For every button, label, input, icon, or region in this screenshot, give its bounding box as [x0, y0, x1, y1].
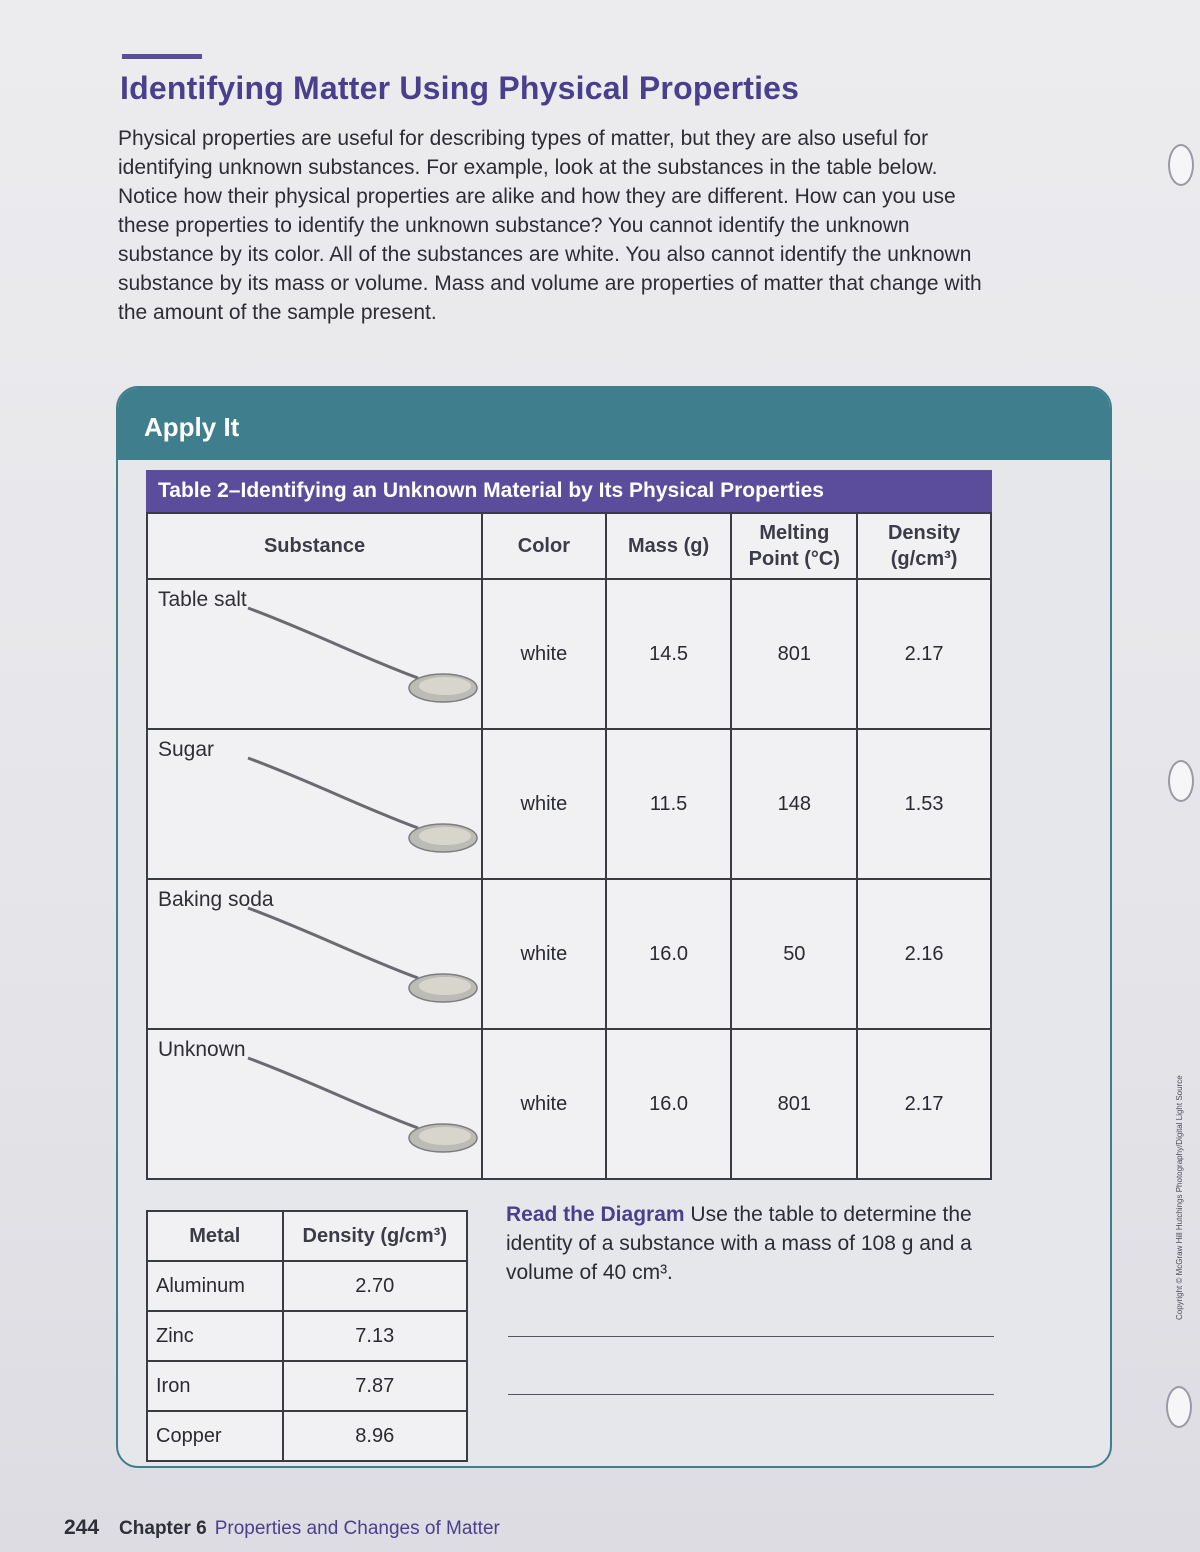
metal-density: 8.96 [283, 1411, 468, 1461]
header-melting-line1: Melting [759, 522, 830, 544]
spoon-icon [238, 1050, 483, 1170]
substance-cell [147, 1029, 482, 1179]
density-cell: 1.53 [857, 729, 991, 879]
metal-density: 7.13 [283, 1311, 468, 1361]
chapter-title: Properties and Changes of Matter [214, 1518, 500, 1539]
binder-hole [1168, 760, 1194, 802]
substance-name: Table salt [158, 588, 247, 611]
color-cell: white [482, 879, 606, 1029]
melting-point-cell: 148 [731, 729, 857, 879]
spoon-icon [238, 900, 483, 1020]
read-the-diagram-prompt [506, 1200, 996, 1287]
metal-name: Zinc [147, 1311, 283, 1361]
copyright-credit: Copyright © McGraw Hill Hutchings Photography/Digital Light Source [1175, 1075, 1184, 1320]
mass-cell: 11.5 [606, 729, 732, 879]
metal-density-table [146, 1210, 468, 1462]
melting-point-cell: 801 [731, 579, 857, 729]
header-metal-density: Density (g/cm³) [283, 1211, 468, 1261]
metal-name: Copper [147, 1411, 283, 1461]
spoon-icon [238, 600, 483, 720]
color-cell: white [482, 1029, 606, 1179]
spoon-icon [238, 750, 483, 870]
answer-line[interactable] [508, 1394, 994, 1395]
table-row [147, 579, 991, 729]
title-rule [122, 54, 202, 59]
apply-it-header [118, 388, 1110, 460]
table-row [147, 1029, 991, 1179]
header-color: Color [482, 513, 606, 579]
header-density [857, 513, 991, 579]
color-cell: white [482, 729, 606, 879]
mass-cell: 16.0 [606, 879, 732, 1029]
table-caption: Table 2–Identifying an Unknown Material by Its Physical Properties [146, 470, 992, 512]
table-row [147, 1361, 467, 1411]
table-row [147, 879, 991, 1029]
density-cell: 2.17 [857, 579, 991, 729]
density-cell: 2.16 [857, 879, 991, 1029]
intro-paragraph: Physical properties are useful for describing types of matter, but they are also useful for identifying unknown substances. For example, look at the substances in the table below. Notice how their physical properties are alike and how they are different. How can you use these properties to identify the unknown substance? You cannot identify the unknown substance by its color. All of the substances are white. You also cannot identify the unknown substance by its mass or volume. Mass and volume are properties of matter that change with the amount of the sample present. [118, 127, 982, 324]
metal-header-row [147, 1211, 467, 1261]
binder-hole [1166, 1386, 1192, 1428]
mass-cell: 14.5 [606, 579, 732, 729]
table-row [147, 1411, 467, 1461]
header-density-line2: (g/cm³) [890, 548, 958, 570]
chapter-label: Chapter 6 [119, 1518, 207, 1539]
properties-table [146, 512, 992, 1180]
substance-name: Baking soda [158, 888, 274, 911]
table-header-row [147, 513, 991, 579]
header-melting-line2: Point (°C) [748, 548, 840, 570]
melting-point-cell: 50 [731, 879, 857, 1029]
substance-name: Unknown [158, 1038, 246, 1061]
metal-name: Aluminum [147, 1261, 283, 1311]
substance-cell [147, 579, 482, 729]
page-title: Identifying Matter Using Physical Properties [120, 70, 800, 106]
density-cell: 2.17 [857, 1029, 991, 1179]
substance-name: Sugar [158, 738, 215, 761]
substance-cell [147, 879, 482, 1029]
color-cell: white [482, 579, 606, 729]
page-footer [64, 1516, 500, 1540]
header-melting-point [731, 513, 857, 579]
table-row [147, 1311, 467, 1361]
header-substance: Substance [147, 513, 482, 579]
header-metal: Metal [147, 1211, 283, 1261]
metal-density: 2.70 [283, 1261, 468, 1311]
header-density-line1: Density [887, 522, 961, 544]
apply-it-title: Apply It [144, 412, 240, 442]
table-row [147, 1261, 467, 1311]
mass-cell: 16.0 [606, 1029, 732, 1179]
header-mass: Mass (g) [606, 513, 732, 579]
read-the-diagram-text: Use the table to determine the identity of a substance with a mass of 108 g and a volume of 40 cm³. [506, 1203, 972, 1284]
answer-line[interactable] [508, 1336, 994, 1337]
read-the-diagram-label: Read the Diagram [506, 1203, 685, 1226]
page-number: 244 [64, 1516, 100, 1539]
metal-density: 7.87 [283, 1361, 468, 1411]
binder-hole [1168, 144, 1194, 186]
metal-name: Iron [147, 1361, 283, 1411]
table-row [147, 729, 991, 879]
melting-point-cell: 801 [731, 1029, 857, 1179]
substance-cell [147, 729, 482, 879]
